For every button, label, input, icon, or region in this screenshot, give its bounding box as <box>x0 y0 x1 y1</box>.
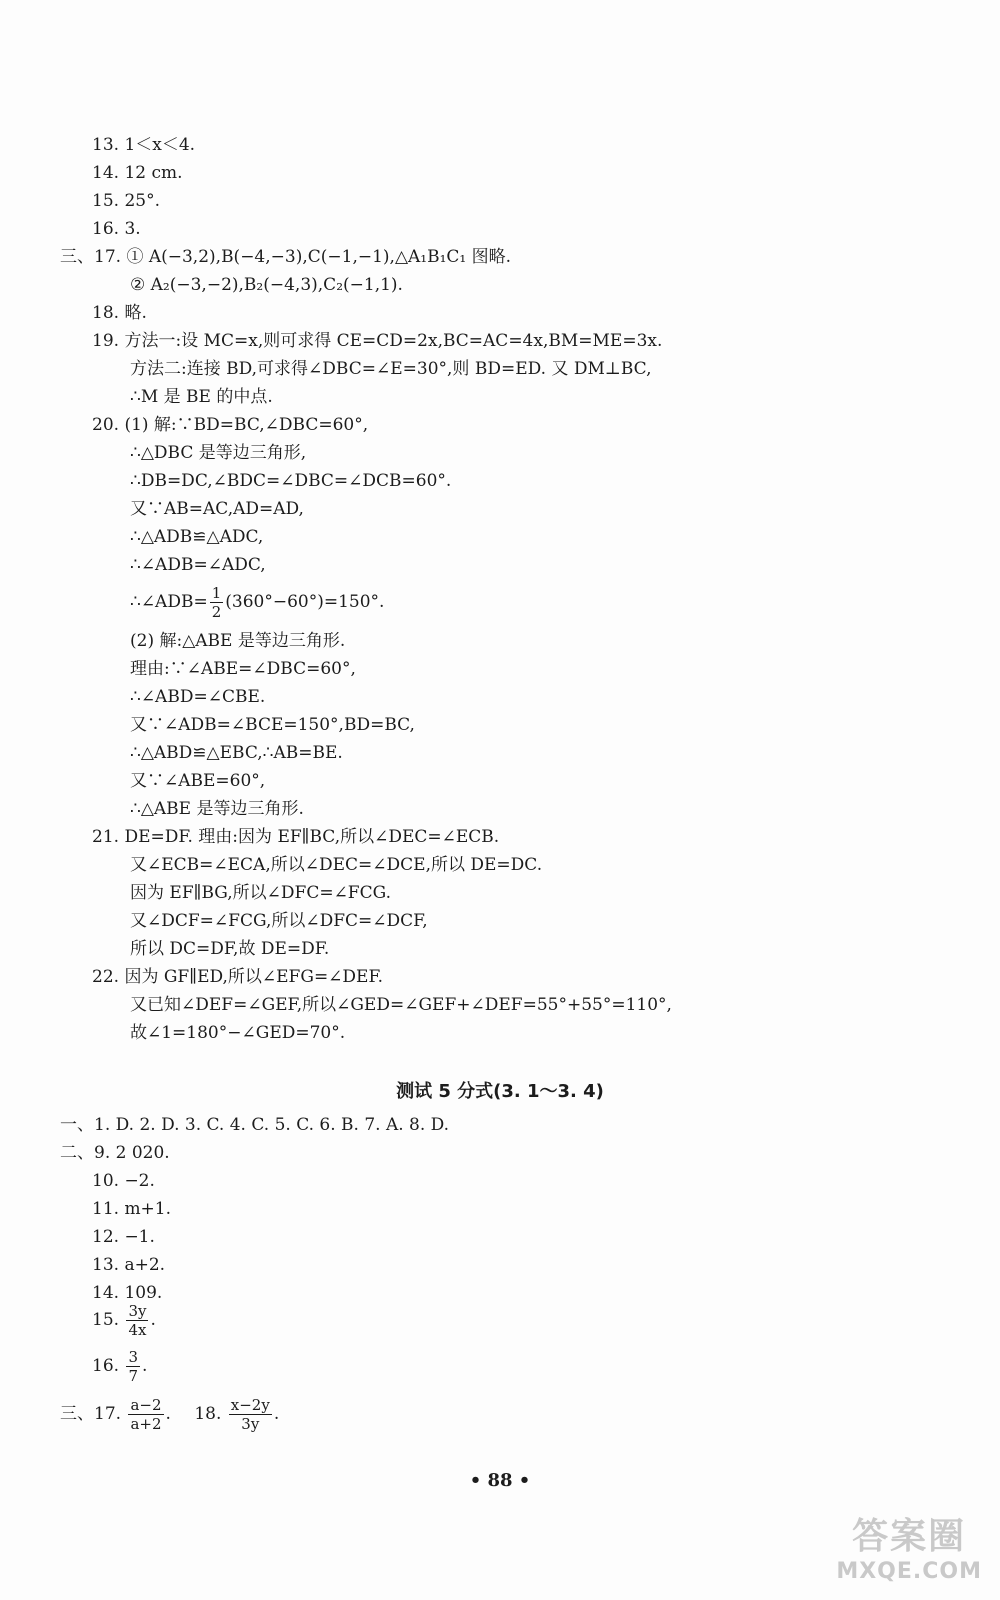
fraction-half <box>210 584 224 621</box>
answer-22-line2: 又已知∠DEF=∠GEF,所以∠GED=∠GEF+∠DEF=55°+55°=110°, <box>130 995 672 1015</box>
t5-18-denominator: 3y <box>241 1415 260 1433</box>
fraction-denominator: 2 <box>211 603 222 621</box>
answer-20-line13: ∴△ABE 是等边三角形. <box>130 799 304 819</box>
answer-19-conclusion: ∴M 是 BE 的中点. <box>130 387 273 407</box>
answer-22-line1: 22. 因为 GF∥ED,所以∠EFG=∠DEF. <box>92 967 384 987</box>
t5-answer-10: 10. −2. <box>92 1171 155 1191</box>
answer-17-part2: ② A₂(−3,−2),B₂(−4,3),C₂(−1,1). <box>130 275 403 295</box>
t5-17-fraction <box>128 1396 163 1433</box>
t5-17-label: 三、17. <box>60 1404 122 1424</box>
t5-18-fraction <box>229 1396 272 1433</box>
t5-answer-15: 15. $\frac{3y}{4x}$ . <box>92 1302 156 1339</box>
page-number: • 88 • <box>469 1470 531 1491</box>
answer-20-line3: ∴DB=DC,∠BDC=∠DBC=∠DCB=60°. <box>130 471 452 491</box>
t5-17-numerator: a−2 <box>130 1396 162 1414</box>
answer-20-line6: ∴∠ADB=∠ADC, <box>130 555 266 575</box>
t5-answer-11: 11. m+1. <box>92 1199 172 1219</box>
fraction-prefix: ∴∠ADB= <box>130 592 208 612</box>
t5-answer-17-18: 三、17. $\frac{a-2}{a+2}$ . 18. $\frac{x-2y}{3y}$ . <box>60 1396 280 1433</box>
answer-20-line4: 又∵AB=AC,AD=AD, <box>130 499 304 519</box>
answer-20-line2: ∴△DBC 是等边三角形, <box>130 443 307 463</box>
answer-21-line1: 21. DE=DF. 理由:因为 EF∥BC,所以∠DEC=∠ECB. <box>92 827 500 847</box>
t5-17-denominator: a+2 <box>130 1415 162 1433</box>
section-title: 测试 5 分式(3. 1～3. 4) <box>396 1081 604 1102</box>
t5-multiple-choice: 一、1. D. 2. D. 3. C. 4. C. 5. C. 6. B. 7. A. 8. D. <box>60 1115 450 1135</box>
t5-16-fraction <box>126 1348 140 1385</box>
t5-16-label: 16. <box>92 1356 120 1376</box>
t5-15-fraction <box>126 1302 148 1339</box>
answer-20-line1: 20. (1) 解:∵BD=BC,∠DBC=60°, <box>92 415 369 435</box>
t5-answer-12: 12. −1. <box>92 1227 155 1247</box>
t5-18-numerator: x−2y <box>230 1396 270 1414</box>
t5-18-label: 18. <box>194 1404 222 1424</box>
answer-22-line3: 故∠1=180°−∠GED=70°. <box>130 1023 346 1043</box>
answer-13: 13. 1＜x＜4. <box>92 135 196 155</box>
t5-16-numerator: 3 <box>128 1348 138 1366</box>
answer-19-method2: 方法二:连接 BD,可求得∠DBC=∠E=30°,则 BD=ED. 又 DM⊥BC, <box>130 359 652 379</box>
answer-21-line3: 因为 EF∥BG,所以∠DFC=∠FCG. <box>130 883 391 903</box>
answer-17-part1: 三、17. ① A(−3,2),B(−4,−3),C(−1,−1),△A₁B₁C₁ 图略. <box>60 247 512 267</box>
answer-20-line9: ∴∠ABD=∠CBE. <box>130 687 266 707</box>
answer-16: 16. 3. <box>92 219 141 239</box>
answer-14: 14. 12 cm. <box>92 163 183 183</box>
watermark-text-bottom: MXQE.COM <box>836 1559 982 1584</box>
watermark-text-top: 答案圈 <box>852 1516 967 1557</box>
watermark-logo <box>836 1508 982 1584</box>
answer-21-line5: 所以 DC=DF,故 DE=DF. <box>130 939 330 959</box>
answer-20-line10: 又∵∠ADB=∠BCE=150°,BD=BC, <box>130 715 415 735</box>
t5-15-denominator: 4x <box>128 1321 147 1339</box>
answer-15: 15. 25°. <box>92 191 160 211</box>
answer-20-fraction-line <box>130 582 384 622</box>
t5-answer-13: 13. a+2. <box>92 1255 166 1275</box>
t5-answer-9: 二、9. 2 020. <box>60 1143 170 1163</box>
t5-answer-16: 16. $\frac{3}{7}$ . <box>92 1348 148 1385</box>
fraction-suffix: (360°−60°)=150°. <box>225 592 385 612</box>
answer-20-reason: 理由:∵∠ABE=∠DBC=60°, <box>130 659 356 679</box>
answer-21-line4: 又∠DCF=∠FCG,所以∠DFC=∠DCF, <box>130 911 428 931</box>
fraction-numerator: 1 <box>211 584 222 602</box>
answer-20-line11: ∴△ABD≌△EBC,∴AB=BE. <box>130 743 343 763</box>
t5-15-numerator: 3y <box>128 1302 147 1320</box>
answer-20-part2: (2) 解:△ABE 是等边三角形. <box>130 631 346 651</box>
answer-20-line12: 又∵∠ABE=60°, <box>130 771 266 791</box>
answer-18: 18. 略. <box>92 303 147 323</box>
t5-15-label: 15. <box>92 1310 120 1330</box>
answer-19-method1: 19. 方法一:设 MC=x,则可求得 CE=CD=2x,BC=AC=4x,BM=ME=3x. <box>92 331 663 351</box>
answer-20-line5: ∴△ADB≌△ADC, <box>130 527 264 547</box>
answer-21-line2: 又∠ECB=∠ECA,所以∠DEC=∠DCE,所以 DE=DC. <box>130 855 543 875</box>
t5-answer-14: 14. 109. <box>92 1283 163 1303</box>
t5-16-denominator: 7 <box>128 1367 138 1385</box>
